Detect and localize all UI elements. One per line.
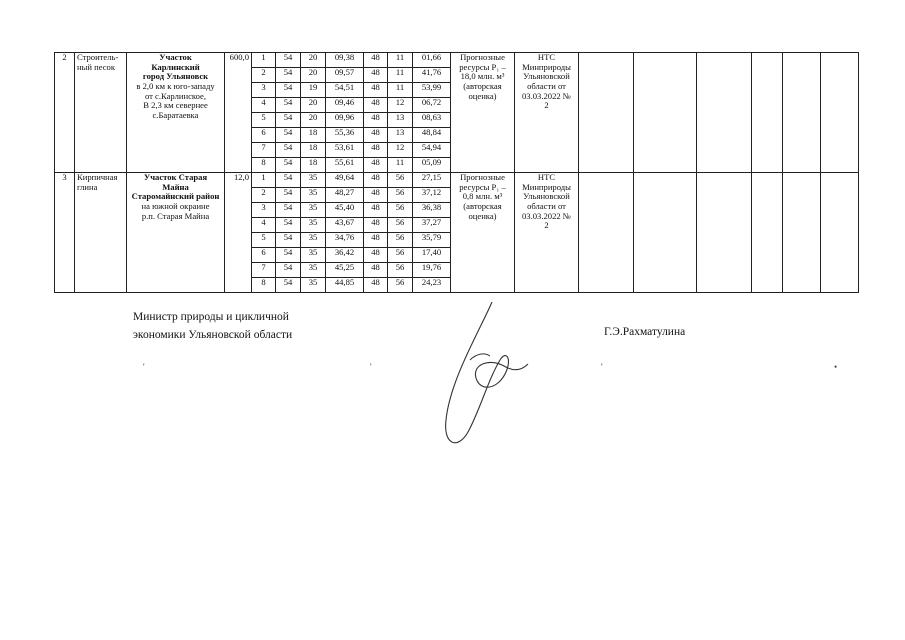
coordinate-cell: 11 bbox=[388, 53, 413, 68]
coordinate-cell: 35 bbox=[301, 248, 326, 263]
text-line: оценка) bbox=[468, 210, 497, 221]
coordinate-cell: 48 bbox=[364, 53, 388, 68]
coordinate-cell: 56 bbox=[388, 203, 413, 218]
coordinate-cell: 6 bbox=[252, 128, 276, 143]
text-line: с.Баратаевка bbox=[152, 109, 199, 120]
site-area: 12,0 bbox=[225, 173, 252, 293]
coordinate-cell: 54,94 bbox=[413, 143, 451, 158]
text-line: от с.Карлинское, bbox=[144, 90, 207, 101]
approval-document bbox=[515, 53, 579, 173]
scan-mark: ' bbox=[370, 362, 372, 372]
empty-cell bbox=[821, 53, 859, 173]
coordinate-cell: 56 bbox=[388, 233, 413, 248]
coordinate-cell: 48 bbox=[364, 203, 388, 218]
coordinate-cell: 37,12 bbox=[413, 188, 451, 203]
text-line: Старомайнский район bbox=[131, 191, 220, 202]
coordinate-cell: 12 bbox=[388, 98, 413, 113]
coordinate-cell: 8 bbox=[252, 158, 276, 173]
coordinate-cell: 18 bbox=[301, 158, 326, 173]
text-line: Минприроды bbox=[522, 61, 571, 72]
text-line: ресурсы Р₁ – bbox=[459, 61, 506, 72]
mineral-type bbox=[75, 173, 127, 293]
text-line: Прогнозные bbox=[460, 172, 505, 182]
text-line: области от bbox=[527, 80, 566, 91]
coordinate-cell: 53,99 bbox=[413, 83, 451, 98]
coordinate-cell: 54 bbox=[276, 158, 301, 173]
coordinate-cell: 54 bbox=[276, 263, 301, 278]
coordinate-cell: 35 bbox=[301, 173, 326, 188]
coordinate-cell: 3 bbox=[252, 83, 276, 98]
text-line: Ульяновской bbox=[523, 71, 570, 82]
coordinate-cell: 20 bbox=[301, 68, 326, 83]
text-line: Кирпичная bbox=[77, 172, 118, 182]
empty-cell bbox=[783, 173, 821, 293]
resources-estimate bbox=[451, 173, 515, 293]
coordinate-cell: 7 bbox=[252, 143, 276, 158]
coordinate-cell: 01,66 bbox=[413, 53, 451, 68]
coordinate-cell: 54 bbox=[276, 233, 301, 248]
table-row bbox=[55, 173, 859, 188]
resources-estimate bbox=[451, 53, 515, 173]
text-line: Прогнозные bbox=[460, 52, 505, 62]
coordinate-cell: 41,76 bbox=[413, 68, 451, 83]
text-line: оценка) bbox=[468, 90, 497, 101]
empty-cell bbox=[697, 173, 752, 293]
coordinate-cell: 48 bbox=[364, 83, 388, 98]
text-line: ресурсы Р₁ – bbox=[459, 181, 506, 192]
coordinate-cell: 5 bbox=[252, 233, 276, 248]
coordinate-cell: 34,76 bbox=[326, 233, 364, 248]
empty-cell bbox=[752, 173, 783, 293]
coordinate-cell: 55,36 bbox=[326, 128, 364, 143]
coordinate-cell: 48 bbox=[364, 68, 388, 83]
coordinate-cell: 43,67 bbox=[326, 218, 364, 233]
coordinate-cell: 11 bbox=[388, 68, 413, 83]
row-number: 2 bbox=[55, 53, 75, 173]
text-line: ный песок bbox=[77, 61, 116, 72]
text-line: глина bbox=[77, 181, 98, 192]
coordinate-cell: 56 bbox=[388, 173, 413, 188]
coordinate-cell: 48 bbox=[364, 188, 388, 203]
coordinate-cell: 35 bbox=[301, 263, 326, 278]
coordinate-cell: 4 bbox=[252, 98, 276, 113]
table-row bbox=[55, 53, 859, 68]
text-line: НТС bbox=[537, 52, 556, 62]
site-description bbox=[127, 53, 225, 173]
coordinate-cell: 09,38 bbox=[326, 53, 364, 68]
coordinate-cell: 20 bbox=[301, 53, 326, 68]
empty-cell bbox=[752, 53, 783, 173]
coordinate-cell: 48 bbox=[364, 278, 388, 293]
text-line: город Ульяновск bbox=[142, 71, 209, 82]
coordinate-cell: 17,40 bbox=[413, 248, 451, 263]
coordinate-cell: 18 bbox=[301, 143, 326, 158]
empty-cell bbox=[783, 53, 821, 173]
text-line: на южной окраине bbox=[141, 200, 210, 211]
coordinate-cell: 37,27 bbox=[413, 218, 451, 233]
coordinate-cell: 20 bbox=[301, 113, 326, 128]
coordinate-cell: 5 bbox=[252, 113, 276, 128]
text-line: Ульяновской bbox=[523, 191, 570, 202]
coordinate-cell: 54,51 bbox=[326, 83, 364, 98]
coordinate-cell: 45,40 bbox=[326, 203, 364, 218]
site-area: 600,0 bbox=[225, 53, 252, 173]
coordinate-cell: 48 bbox=[364, 98, 388, 113]
coordinate-cell: 54 bbox=[276, 83, 301, 98]
text-line: р.п. Старая Майна bbox=[141, 210, 210, 221]
coordinate-cell: 48,84 bbox=[413, 128, 451, 143]
scan-mark: • bbox=[834, 362, 838, 372]
coordinate-cell: 1 bbox=[252, 173, 276, 188]
coordinate-cell: 35,79 bbox=[413, 233, 451, 248]
coordinate-cell: 06,72 bbox=[413, 98, 451, 113]
scan-mark: ' bbox=[143, 362, 145, 372]
handwritten-signature bbox=[440, 300, 530, 455]
approval-document bbox=[515, 173, 579, 293]
coordinate-cell: 19,76 bbox=[413, 263, 451, 278]
text-line: (авторская bbox=[463, 80, 502, 91]
text-line: 03.03.2022 № bbox=[521, 210, 572, 221]
coordinate-cell: 2 bbox=[252, 188, 276, 203]
coordinate-cell: 19 bbox=[301, 83, 326, 98]
coordinate-cell: 18 bbox=[301, 128, 326, 143]
coordinate-cell: 54 bbox=[276, 113, 301, 128]
coordinate-cell: 53,61 bbox=[326, 143, 364, 158]
empty-cell bbox=[634, 173, 697, 293]
text-line: НТС bbox=[537, 172, 556, 182]
coordinate-cell: 13 bbox=[388, 128, 413, 143]
coordinate-cell: 48 bbox=[364, 128, 388, 143]
coordinate-cell: 48,27 bbox=[326, 188, 364, 203]
text-line: В 2,3 км севернее bbox=[143, 100, 208, 111]
coordinate-cell: 54 bbox=[276, 143, 301, 158]
coordinate-cell: 11 bbox=[388, 158, 413, 173]
coordinate-cell: 6 bbox=[252, 248, 276, 263]
coordinate-cell: 35 bbox=[301, 188, 326, 203]
license-sites-table bbox=[54, 52, 859, 293]
signer-title-line1: Министр природы и цикличной bbox=[133, 311, 289, 323]
coordinate-cell: 35 bbox=[301, 233, 326, 248]
coordinate-cell: 11 bbox=[388, 83, 413, 98]
coordinate-cell: 09,96 bbox=[326, 113, 364, 128]
coordinate-cell: 54 bbox=[276, 173, 301, 188]
text-line: в 2,0 км к юго-западу bbox=[136, 80, 215, 91]
coordinate-cell: 12 bbox=[388, 143, 413, 158]
coordinate-cell: 3 bbox=[252, 203, 276, 218]
coordinate-cell: 49,64 bbox=[326, 173, 364, 188]
text-line: области от bbox=[527, 200, 566, 211]
coordinate-cell: 48 bbox=[364, 113, 388, 128]
coordinate-cell: 35 bbox=[301, 278, 326, 293]
coordinate-cell: 54 bbox=[276, 128, 301, 143]
row-number: 3 bbox=[55, 173, 75, 293]
coordinate-cell: 4 bbox=[252, 218, 276, 233]
coordinate-cell: 54 bbox=[276, 68, 301, 83]
coordinate-cell: 45,25 bbox=[326, 263, 364, 278]
signer-name: Г.Э.Рахматулина bbox=[604, 326, 686, 338]
signer-title-line2: экономики Ульяновской области bbox=[133, 329, 293, 341]
coordinate-cell: 56 bbox=[388, 248, 413, 263]
coordinate-cell: 35 bbox=[301, 218, 326, 233]
coordinate-cell: 54 bbox=[276, 98, 301, 113]
coordinate-cell: 44,85 bbox=[326, 278, 364, 293]
text-line: (авторская bbox=[463, 200, 502, 211]
coordinate-cell: 54 bbox=[276, 53, 301, 68]
coordinate-cell: 35 bbox=[301, 203, 326, 218]
coordinate-cell: 56 bbox=[388, 188, 413, 203]
coordinate-cell: 56 bbox=[388, 218, 413, 233]
coordinate-cell: 09,57 bbox=[326, 68, 364, 83]
coordinate-cell: 56 bbox=[388, 263, 413, 278]
site-description bbox=[127, 173, 225, 293]
coordinate-cell: 55,61 bbox=[326, 158, 364, 173]
coordinate-cell: 24,23 bbox=[413, 278, 451, 293]
coordinate-cell: 05,09 bbox=[413, 158, 451, 173]
text-line: Участок bbox=[159, 52, 192, 62]
coordinate-cell: 48 bbox=[364, 143, 388, 158]
coordinate-cell: 48 bbox=[364, 263, 388, 278]
mineral-type bbox=[75, 53, 127, 173]
coordinate-cell: 54 bbox=[276, 218, 301, 233]
text-line: 18,0 млн. м³ bbox=[460, 71, 505, 82]
empty-cell bbox=[697, 53, 752, 173]
empty-cell bbox=[821, 173, 859, 293]
coordinate-cell: 8 bbox=[252, 278, 276, 293]
coordinate-cell: 54 bbox=[276, 248, 301, 263]
coordinate-cell: 54 bbox=[276, 188, 301, 203]
text-line: Участок Старая bbox=[143, 172, 208, 182]
empty-cell bbox=[579, 173, 634, 293]
coordinate-cell: 48 bbox=[364, 173, 388, 188]
text-line: Карлинский bbox=[151, 61, 200, 72]
coordinate-cell: 08,63 bbox=[413, 113, 451, 128]
text-line: Майна bbox=[162, 181, 189, 192]
signature-block bbox=[133, 308, 292, 344]
text-line: 0,8 млн. м³ bbox=[462, 191, 503, 202]
scan-mark: ' bbox=[601, 362, 603, 372]
coordinate-cell: 09,46 bbox=[326, 98, 364, 113]
coordinate-cell: 48 bbox=[364, 233, 388, 248]
coordinate-cell: 54 bbox=[276, 203, 301, 218]
coordinate-cell: 13 bbox=[388, 113, 413, 128]
text-line: Минприроды bbox=[522, 181, 571, 192]
coordinate-cell: 48 bbox=[364, 218, 388, 233]
text-line: 2 bbox=[544, 100, 549, 111]
coordinate-cell: 48 bbox=[364, 158, 388, 173]
coordinate-cell: 7 bbox=[252, 263, 276, 278]
coordinate-cell: 20 bbox=[301, 98, 326, 113]
coordinate-cell: 2 bbox=[252, 68, 276, 83]
coordinate-cell: 48 bbox=[364, 248, 388, 263]
empty-cell bbox=[634, 53, 697, 173]
coordinate-cell: 36,42 bbox=[326, 248, 364, 263]
coordinate-cell: 36,38 bbox=[413, 203, 451, 218]
empty-cell bbox=[579, 53, 634, 173]
text-line: 03.03.2022 № bbox=[521, 90, 572, 101]
coordinate-cell: 1 bbox=[252, 53, 276, 68]
text-line: 2 bbox=[544, 220, 549, 231]
coordinate-cell: 27,15 bbox=[413, 173, 451, 188]
coordinate-cell: 54 bbox=[276, 278, 301, 293]
text-line: Строитель- bbox=[77, 52, 119, 62]
coordinate-cell: 56 bbox=[388, 278, 413, 293]
